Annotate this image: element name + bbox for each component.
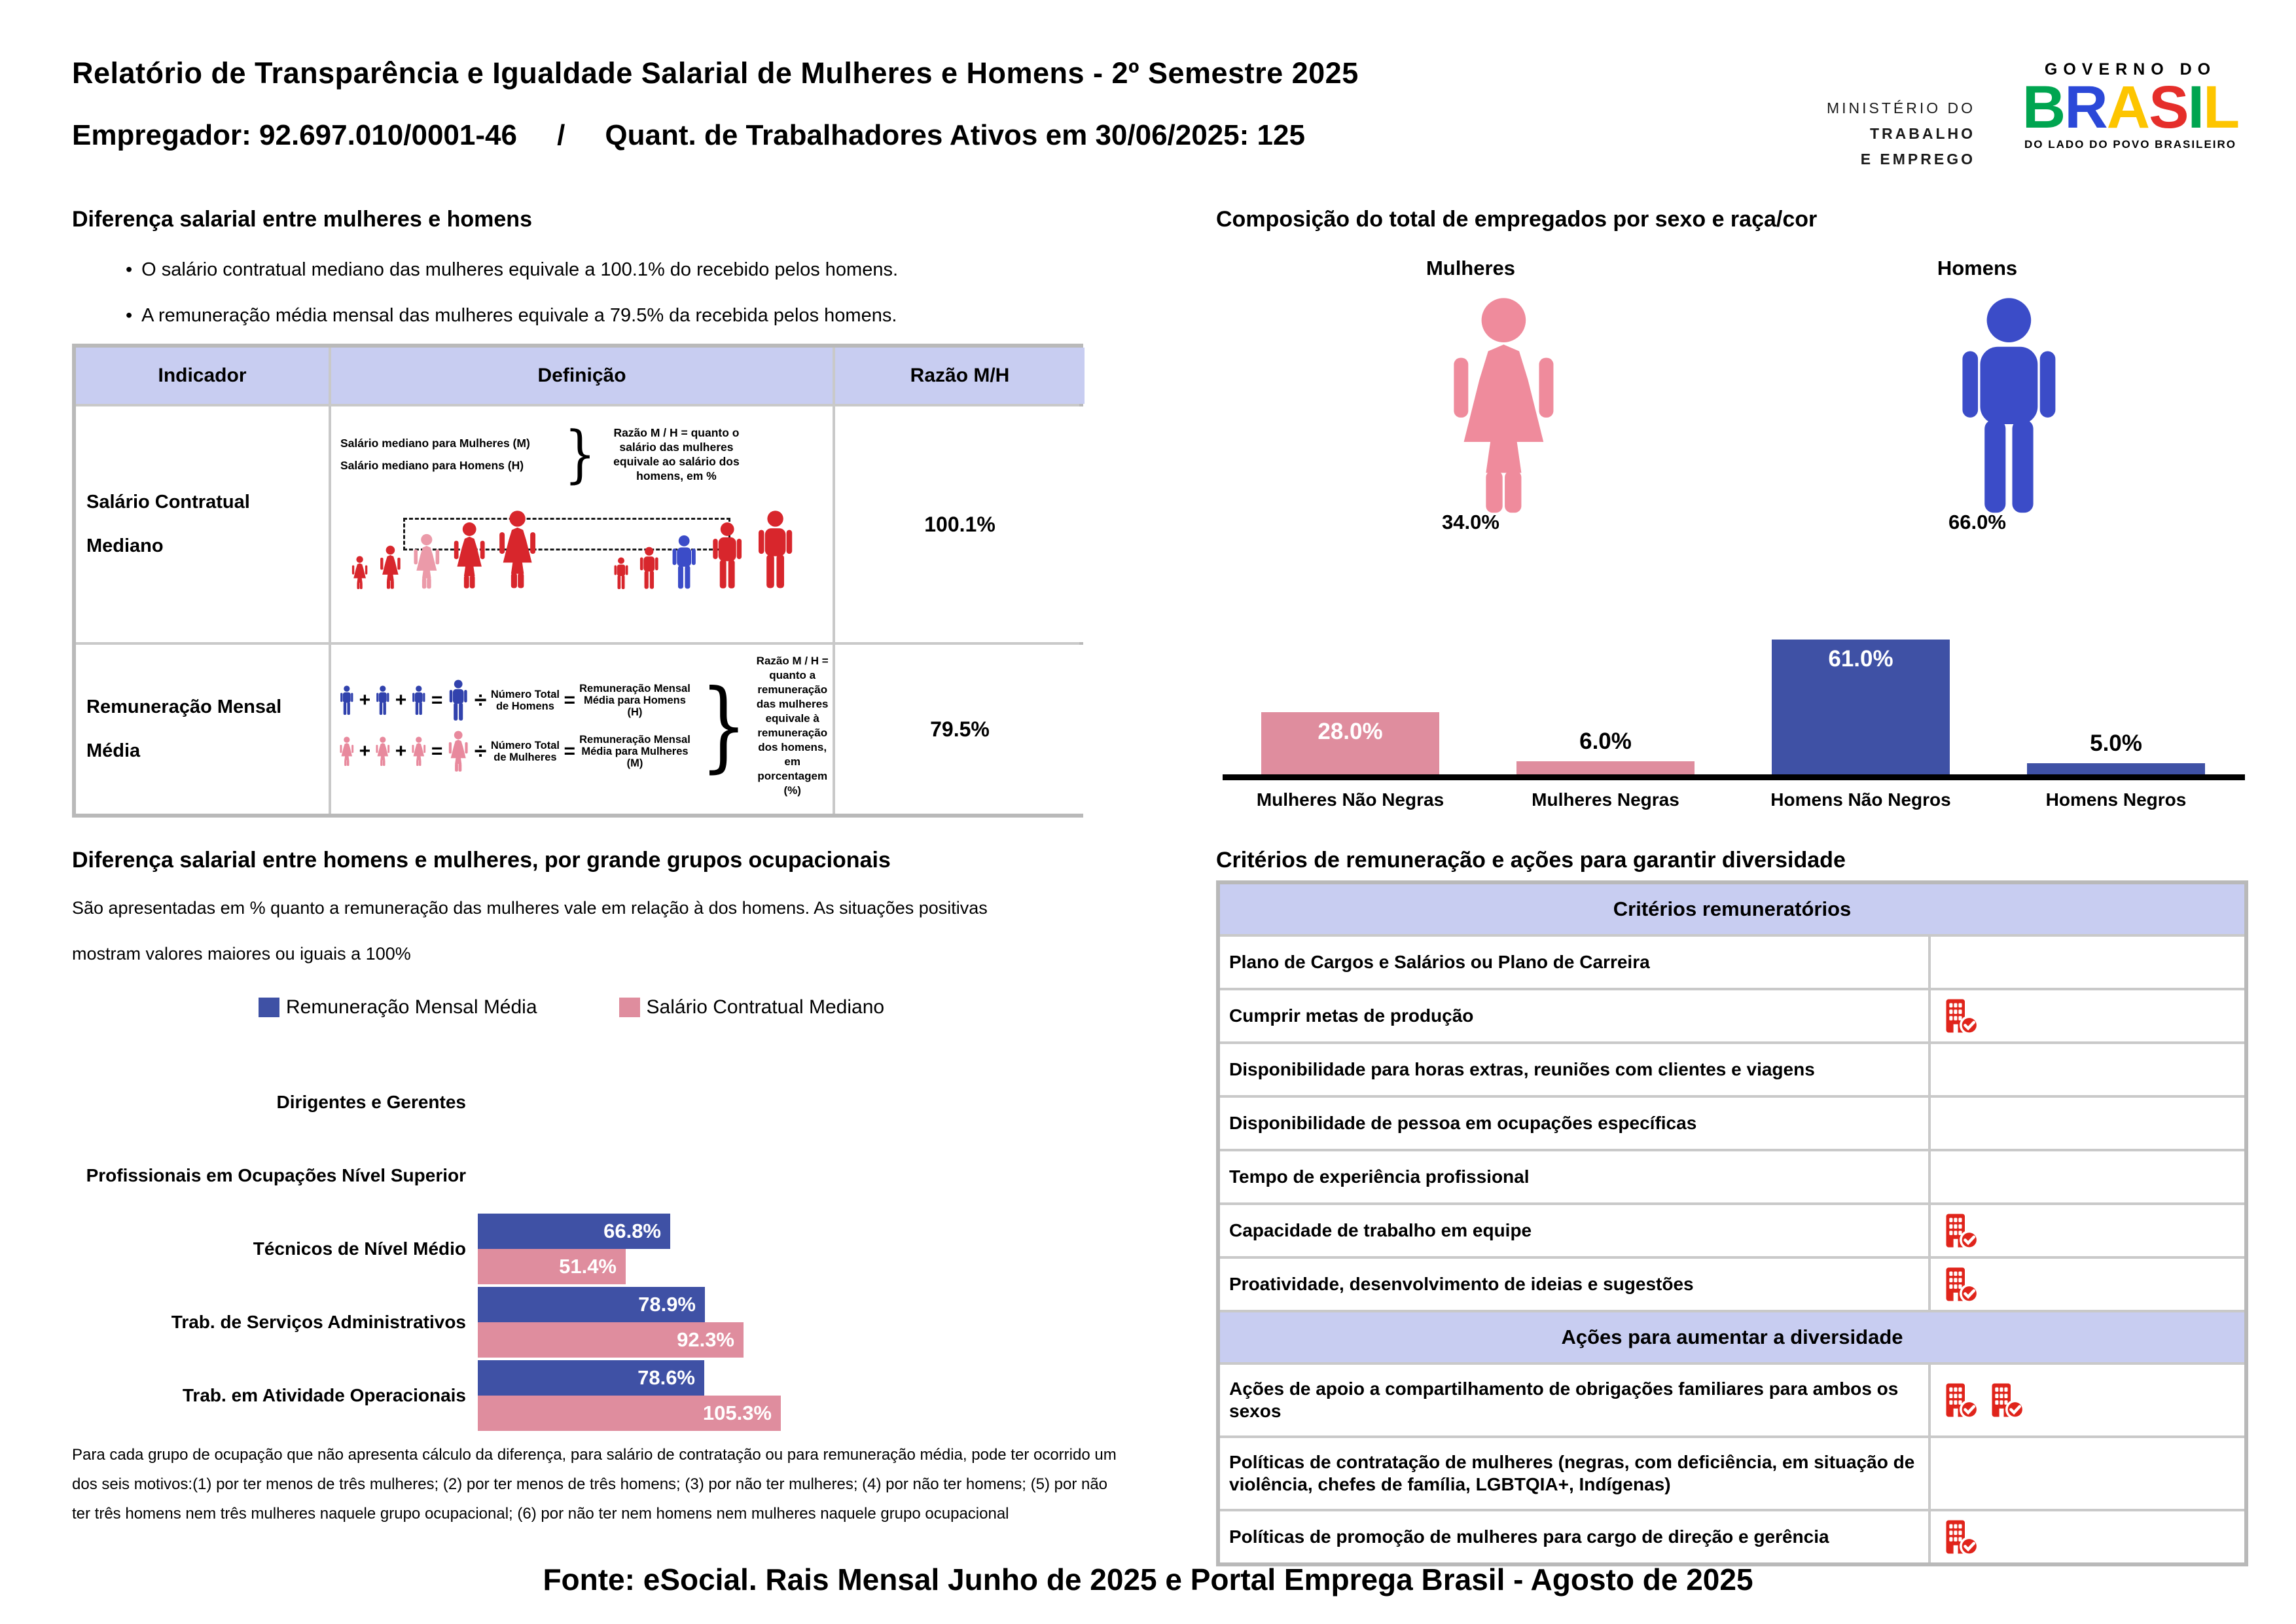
bullet-icon: • xyxy=(126,259,133,280)
chart-legend xyxy=(259,996,884,1019)
bar-value-label: 61.0% xyxy=(1828,646,1893,672)
company-check-icon xyxy=(1941,1380,1981,1420)
bullet-item: • A remuneração média mensal das mulheres equivale a 79.5% da recebida pelos homens. xyxy=(126,305,897,326)
legend-item xyxy=(619,996,885,1019)
male-figure-icon xyxy=(636,547,662,590)
ratio-definition-text: Razão M / H = quanto o salário das mulheres equivale ao salário dos homens, em % xyxy=(613,426,740,482)
divide-operator: ÷ xyxy=(474,687,487,713)
criteria-check-cell xyxy=(1931,937,2244,988)
table-row xyxy=(76,645,1079,814)
chart-row xyxy=(72,1359,1093,1432)
bar xyxy=(478,1214,670,1249)
bullet-item: • O salário contratual mediano das mulheres equivale a 100.1% do recebido pelos homens. xyxy=(126,259,899,280)
equals-operator: = xyxy=(564,689,575,711)
gov-logo-top-text: GOVERNO DO xyxy=(2044,60,2217,79)
men-result-label: Remuneração Mensal Média para Homens (H) xyxy=(579,683,691,718)
bar xyxy=(2027,763,2205,774)
indicator-name: Remuneração Mensal Média xyxy=(76,645,329,814)
table-row xyxy=(1220,1044,2244,1095)
female-figure-icon xyxy=(493,510,541,590)
criteria-label: Disponibilidade para horas extras, reuniões com clientes e viagens xyxy=(1220,1044,1928,1095)
criteria-label: Disponibilidade de pessoa em ocupações específicas xyxy=(1220,1098,1928,1149)
male-figure-icon xyxy=(751,510,799,590)
men-average-formula xyxy=(338,679,691,721)
bar-category-label: Homens Negros xyxy=(2045,789,2187,810)
occupation-category-label: Dirigentes e Gerentes xyxy=(276,1092,466,1112)
company-check-icon xyxy=(1941,1265,1981,1304)
male-figure-icon xyxy=(338,685,356,715)
criteria-label: Plano de Cargos e Salários ou Plano de Carreira xyxy=(1220,937,1928,988)
criteria-heading: Critérios de remuneração e ações para garantir diversidade xyxy=(1216,848,1846,873)
occupational-description xyxy=(72,885,1113,977)
table-row xyxy=(1220,1205,2244,1256)
x-axis-baseline xyxy=(1223,774,2245,780)
plus-operator: + xyxy=(359,740,371,762)
table-row xyxy=(1220,990,2244,1041)
men-percentage: 66.0% xyxy=(1948,511,2006,533)
legend-label: Salário Contratual Mediano xyxy=(646,996,885,1018)
occupation-category-label: Profissionais em Ocupações Nível Superior xyxy=(86,1165,466,1185)
chart-footnote: Para cada grupo de ocupação que não apresenta cálculo da diferença, para salário de contratação ou para remuneração média, pode ter ocorrido um dos seis motivos:(1) por ter menos de três mulheres; (2) por ter menos de três homens; (3) por não ter mulheres; (4) por não ter homens; (5) por não ter três homens nem três mulheres naquele grupo ocupacional; (6) por não ter nem homens nem mulheres naquele grupo ocupacional xyxy=(72,1446,1117,1523)
bar xyxy=(478,1396,781,1431)
female-figure-icon xyxy=(449,522,490,590)
col-header-indicador: Indicador xyxy=(76,348,329,404)
plus-operator: + xyxy=(395,689,407,711)
male-figure-icon xyxy=(410,685,428,715)
occupation-category-label: Trab. em Atividade Operacionais xyxy=(182,1385,466,1405)
criteria-label: Políticas de promoção de mulheres para cargo de direção e gerência xyxy=(1220,1511,1928,1562)
company-check-icon xyxy=(1987,1380,2026,1420)
male-figure-icon xyxy=(611,557,631,590)
female-figure-icon xyxy=(350,556,370,590)
bar-value-label: 28.0% xyxy=(1318,719,1383,744)
criteria-label: Cumprir metas de produção xyxy=(1220,990,1928,1041)
male-figure-icon xyxy=(707,522,747,590)
source-footer: Fonte: eSocial. Rais Mensal Junho de 2025 e Portal Emprega Brasil - Agosto de 2025 xyxy=(543,1562,1753,1597)
description-line: São apresentadas em % quanto a remuneração das mulheres vale em relação à dos homens. As situações positivas xyxy=(72,898,988,918)
female-figure-icon xyxy=(338,736,356,767)
indicator-name: Salário Contratual Mediano xyxy=(76,406,329,642)
table-row xyxy=(1220,937,2244,988)
bar-value-label: 5.0% xyxy=(2090,731,2142,756)
female-figure-icon xyxy=(374,736,392,767)
brace-glyph: } xyxy=(564,418,596,490)
male-figure-highlight-icon xyxy=(668,535,700,590)
bar xyxy=(478,1322,744,1358)
occupational-bar-chart xyxy=(72,1066,1093,1432)
bar-value-label: 78.9% xyxy=(638,1293,696,1316)
men-count-label: Número Total de Homens xyxy=(490,689,560,712)
legend-swatch-pink xyxy=(619,998,640,1017)
criteria-check-cell xyxy=(1931,990,2244,1041)
race-sex-bar-chart xyxy=(1223,622,2245,810)
ratio-value: 79.5% xyxy=(835,645,1085,814)
bar xyxy=(1772,640,1950,774)
chart-row xyxy=(72,1212,1093,1286)
equals-operator: = xyxy=(431,689,443,711)
criteria-check-cell xyxy=(1931,1098,2244,1149)
ministry-line2: TRABALHO xyxy=(1869,125,1975,142)
table-header-row xyxy=(76,348,1079,404)
table-row xyxy=(1220,1151,2244,1202)
criteria-check-cell xyxy=(1931,1438,2244,1509)
equals-operator: = xyxy=(564,740,575,762)
criteria-check-cell xyxy=(1931,1259,2244,1310)
bar xyxy=(478,1287,705,1322)
male-figure-icon xyxy=(446,679,471,721)
criteria-check-cell xyxy=(1931,1365,2244,1435)
criteria-label: Proatividade, desenvolvimento de ideias e sugestões xyxy=(1220,1259,1928,1310)
chart-row xyxy=(72,1286,1093,1359)
median-women-label: Salário mediano para Mulheres (M) xyxy=(340,437,530,450)
plus-operator: + xyxy=(359,689,371,711)
col-header-definicao: Definição xyxy=(331,348,833,404)
occupational-heading: Diferença salarial entre homens e mulheres, por grande grupos ocupacionais xyxy=(72,848,891,873)
plus-operator: + xyxy=(395,740,407,762)
bar xyxy=(478,1360,704,1396)
company-check-icon xyxy=(1941,996,1981,1036)
ratio-definition-text: Razão M / H = quanto a remuneração das mulheres equivale à remuneração dos homens, em porcentagem (%) xyxy=(756,655,829,797)
legend-swatch-blue xyxy=(259,998,279,1017)
bar-category-label: Mulheres Não Negras xyxy=(1256,789,1444,810)
women-pictogram-icon xyxy=(1437,296,1570,517)
table-row xyxy=(76,406,1079,642)
criteria-group-header: Ações para aumentar a diversidade xyxy=(1220,1312,2244,1362)
criteria-check-cell xyxy=(1931,1511,2244,1562)
female-figure-icon xyxy=(446,731,471,772)
female-figure-icon xyxy=(410,736,428,767)
brasil-wordmark: BRASIL xyxy=(2022,74,2239,141)
criteria-check-cell xyxy=(1931,1044,2244,1095)
criteria-check-cell xyxy=(1931,1151,2244,1202)
ministry-line3: E EMPREGO xyxy=(1860,151,1975,168)
bullet-icon: • xyxy=(126,305,133,326)
criteria-group-header: Critérios remuneratórios xyxy=(1220,884,2244,934)
women-count-label: Número Total de Mulheres xyxy=(490,740,560,763)
chart-row xyxy=(72,1066,1093,1139)
bar-value-label: 105.3% xyxy=(702,1401,772,1424)
indicator-table xyxy=(72,344,1083,818)
women-average-formula xyxy=(338,731,691,772)
company-check-icon xyxy=(1941,1211,1981,1250)
men-pictogram-icon xyxy=(1943,296,2075,517)
bar xyxy=(1516,761,1695,774)
bar-category-label: Mulheres Negras xyxy=(1532,789,1679,810)
legend-item xyxy=(259,996,537,1019)
bar-value-label: 51.4% xyxy=(559,1255,617,1278)
criteria-label: Capacidade de trabalho em equipe xyxy=(1220,1205,1928,1256)
table-row xyxy=(1220,1259,2244,1310)
median-men-label: Salário mediano para Homens (H) xyxy=(340,459,524,472)
definition-diagram-mean-pay xyxy=(331,645,833,814)
definition-diagram-median-salary xyxy=(331,406,833,642)
divide-operator: ÷ xyxy=(474,738,487,764)
governo-do-brasil-logo xyxy=(1990,60,2271,151)
gov-logo-tagline: DO LADO DO POVO BRASILEIRO xyxy=(2024,138,2237,151)
ratio-value: 100.1% xyxy=(835,406,1085,642)
population-pictogram xyxy=(340,494,826,599)
male-figure-icon xyxy=(374,685,392,715)
women-result-label: Remuneração Mensal Média para Mulheres (M) xyxy=(579,734,691,769)
ministry-logo xyxy=(1801,96,1975,172)
composition-heading: Composição do total de empregados por sexo e raça/cor xyxy=(1216,207,1818,232)
table-row xyxy=(1220,1438,2244,1509)
bar-value-label: 66.8% xyxy=(603,1219,661,1242)
bar-category-label: Homens Não Negros xyxy=(1770,789,1951,810)
brace-glyph: } xyxy=(700,669,747,783)
col-header-razao: Razão M/H xyxy=(835,348,1085,404)
company-check-icon xyxy=(1941,1517,1981,1557)
criteria-table xyxy=(1216,880,2248,1566)
occupation-category-label: Trab. de Serviços Administrativos xyxy=(171,1312,466,1332)
table-row xyxy=(1220,1098,2244,1149)
bar-value-label: 78.6% xyxy=(637,1366,695,1389)
chart-row xyxy=(72,1139,1093,1212)
description-line: mostram valores maiores ou iguais a 100% xyxy=(72,944,411,964)
men-group-label: Homens xyxy=(1937,257,2018,280)
women-group-label: Mulheres xyxy=(1426,257,1516,280)
bar xyxy=(1261,712,1439,774)
criteria-label: Ações de apoio a compartilhamento de obrigações familiares para ambos os sexos xyxy=(1220,1365,1928,1435)
employer-line: Empregador: 92.697.010/0001-46 / Quant. de Trabalhadores Ativos em 30/06/2025: 125 xyxy=(72,119,1305,151)
legend-label: Remuneração Mensal Média xyxy=(286,996,537,1018)
equals-operator: = xyxy=(431,740,443,762)
table-row xyxy=(1220,1365,2244,1435)
criteria-label: Políticas de contratação de mulheres (negras, com deficiência, em situação de violência, chefes de família, LGBTQIA+, Indígenas) xyxy=(1220,1438,1928,1509)
women-percentage: 34.0% xyxy=(1442,511,1499,533)
ministry-line1: MINISTÉRIO DO xyxy=(1826,99,1975,117)
table-row xyxy=(1220,1511,2244,1562)
page-title: Relatório de Transparência e Igualdade Salarial de Mulheres e Homens - 2º Semestre 2025 xyxy=(72,56,1359,90)
criteria-check-cell xyxy=(1931,1205,2244,1256)
salary-gap-heading: Diferença salarial entre mulheres e homens xyxy=(72,207,532,232)
bar-value-label: 6.0% xyxy=(1579,729,1632,754)
bar xyxy=(478,1249,626,1284)
bar-value-label: 92.3% xyxy=(677,1328,734,1351)
criteria-label: Tempo de experiência profissional xyxy=(1220,1151,1928,1202)
occupation-category-label: Técnicos de Nível Médio xyxy=(253,1238,466,1259)
female-figure-highlight-icon xyxy=(410,533,444,590)
female-figure-icon xyxy=(377,545,404,590)
